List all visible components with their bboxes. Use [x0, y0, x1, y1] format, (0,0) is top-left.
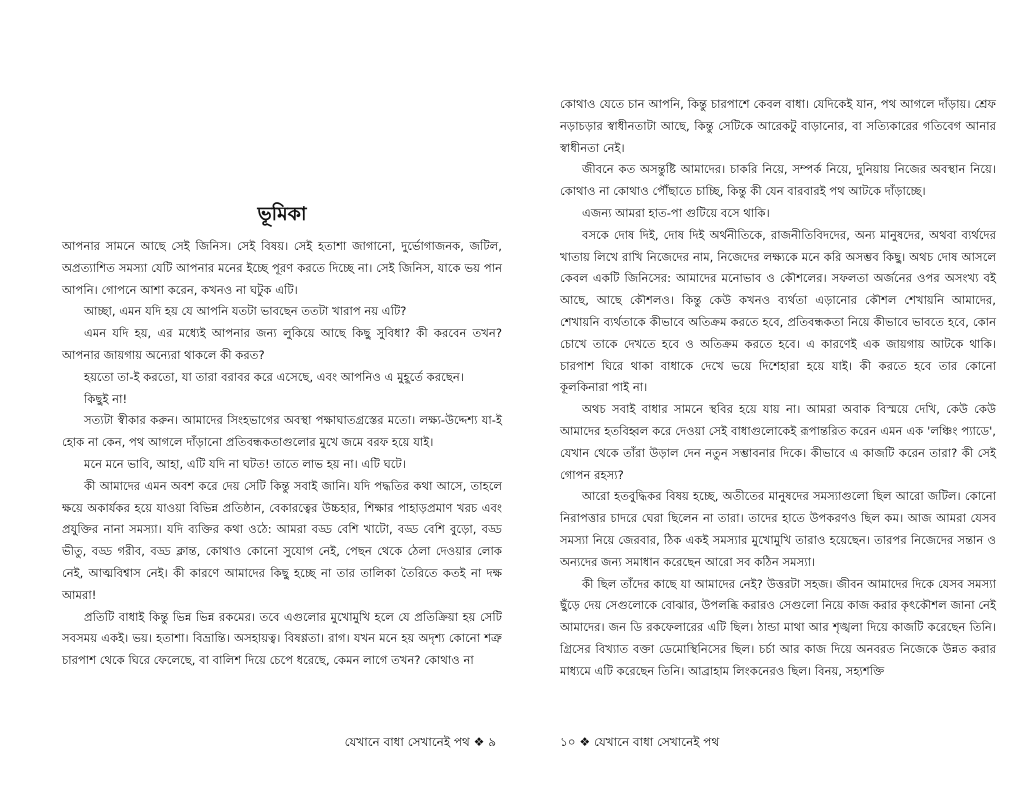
paragraph: বসকে দোষ দিই, দোষ দিই অর্থনীতিকে, রাজনীতিবিদদের, অন্য মানুষদের, অথবা ব্যর্থদের খাতায় লিখে রাখি নিজেদের নাম, নিজেদের লক্ষ্যকে মনে করি অসম্ভব কিছু। অথচ দোষ আসলে কেবল একটি জিনিসের: আমাদের মনোভাব ও কৌশলের। সফলতা অর্জনের ওপর অসংখ্য বই আছে, আছে কৌশলও। কিন্তু কেউ কখনও ব্যর্থতা এড়ানোর কৌশল শেখায়নি আমাদের, শেখায়নি ব্যর্থতাকে কীভাবে অতিক্রম করতে হবে, প্রতিবন্ধকতা নিয়ে কীভাবে ভাবতে হবে, কোন চোখে তাকে দেখতে হবে ও অতিক্রম করতে হবে। এ কারণেই এক জায়গায় আটকে থাকি। চারপাশ ঘিরে থাকা বাধাকে দেখে ভয়ে দিশেহারা হয়ে যাই। কী করতে হবে তার কোনো কূলকিনারা পাই না।	[560, 227, 996, 395]
paragraph: কী আমাদের এমন অবশ করে দেয় সেটি কিন্তু সবাই জানি। যদি পদ্ধতির কথা আসে, তাহলে ক্ষয়ে অকার্যকর হয়ে যাওয়া বিভিন্ন প্রতিষ্ঠান, বেকারত্বের উচ্চহার, শিক্ষার পাহাড়প্রমাণ খরচ এবং প্রযুক্তির নানা সমস্যা। যদি ব্যক্তির কথা ওঠে: আমরা বড্ড বেশি খাটো, বড্ড বেশি বুড়ো, বড্ড ভীতু, বড্ড গরীব, বড্ড ক্লান্ত, কোথাও কোনো সুযোগ নেই, পেছন থেকে ঠেলা দেওয়ার লোক নেই, আত্মবিশ্বাস নেই। কী কারণে আমাদের কিছু হচ্ছে না তার তালিকা তৈরিতে কতই না দক্ষ আমরা!	[62, 478, 502, 602]
left-page	[62, 0, 502, 791]
paragraph: আরো হতবুদ্ধিকর বিষয় হচ্ছে, অতীতের মানুষদের সমস্যাগুলো ছিল আরো জটিল। কোনো নিরাপত্তার চাদরে ঘেরা ছিলেন না তারা। তাদের হাতে উপকরণও ছিল কম। আজ আমরা যেসব সমস্যা নিয়ে জেরবার, ঠিক একই সমস্যার মুখোমুখি তারাও হয়েছেন। তারপর নিজেদের সন্তান ও অন্যদের জন্য সমাধান করেছেন আরো সব কঠিন সমস্যা।	[560, 489, 996, 569]
paragraph: প্রতিটি বাধাই কিন্তু ভিন্ন ভিন্ন রকমের। তবে এগুলোর মুখোমুখি হলে যে প্রতিক্রিয়া হয় সেটি সবসময় একই। ভয়। হতাশা। বিভ্রান্তি। অসহায়ত্ব। বিষণ্ণতা। রাগ। যখন মনে হয় অদৃশ্য কোনো শত্রু চারপাশ থেকে ঘিরে ফেলেছে, বা বালিশ দিয়ে চেপে ধরেছে, কেমন লাগে তখন? কোথাও না	[62, 609, 502, 668]
paragraph: কী ছিল তাঁদের কাছে যা আমাদের নেই? উত্তরটা সহজ। জীবন আমাদের দিকে যেসব সমস্যা ছুঁড়ে দেয় সেগুলোকে বোঝার, উপলব্ধি করারও সেগুলো নিয়ে কাজ করার কৃৎকৌশল জানা নেই আমাদের। জন ডি রকফেলারের এটি ছিল। ঠান্ডা মাথা আর শৃঙ্খলা দিয়ে কাজটি করেছেন তিনি। গ্রিসের বিখ্যাত বক্তা ডেমোস্থিনিসের ছিল। চর্চা আর কাজ দিয়ে অনবরত নিজেকে উন্নত করার মাধ্যমে এটি করেছেন তিনি। আব্রাহাম লিংকনেরও ছিল। বিনয়, সহ্যশক্তি	[560, 576, 996, 678]
paragraph: এমন যদি হয়, এর মধ্যেই আপনার জন্য লুকিয়ে আছে কিছু সুবিধা? কী করবেন তখন? আপনার জায়গায় অন্যেরা থাকলে কী করত?	[62, 326, 502, 362]
paragraph: আপনার সামনে আছে সেই জিনিস। সেই বিষয়। সেই হতাশা জাগানো, দুর্ভোগাজনক, জটিল, অপ্রত্যাশিত সমস্যা যেটি আপনার মনের ইচ্ছে পূরণ করতে দিচ্ছে না। সেই জিনিস, যাকে ভয় পান আপনি। গোপনে আশা করেন, কখনও না ঘটুক এটি।	[62, 239, 502, 297]
right-page-body	[560, 94, 996, 683]
page-footer: ১০ ❖ যেখানে বাধা সেখানেই পথ	[560, 735, 720, 749]
paragraph: কিছুই না!	[84, 391, 128, 406]
paragraph: হয়তো তা-ই করতো, যা তারা বরাবর করে এসেছে, এবং আপনিও এ মুহূর্তে করছেন।	[84, 369, 464, 384]
paragraph: অথচ সবাই বাধার সামনে স্থবির হয়ে যায় না। আমরা অবাক বিস্ময়ে দেখি, কেউ কেউ আমাদের হতবিহ্বল করে দেওয়া সেই বাধাগুলোকেই রূপান্তরিত করেন এমন এক 'লঞ্চিং প্যাডে', যেখান থেকে তাঁরা উড়াল দেন নতুন সম্ভাবনার দিকে। কীভাবে এ কাজটি করেন তারা? কী সেই গোপন রহস্য?	[560, 402, 996, 482]
paragraph: জীবনে কত অসন্তুষ্টি আমাদের। চাকরি নিয়ে, সম্পর্ক নিয়ে, দুনিয়ায় নিজের অবস্থান নিয়ে। কোথাও না কোথাও পৌঁছাতে চাচ্ছি, কিন্তু কী যেন বারবারই পথ আটকে দাঁড়াচ্ছে।	[560, 162, 996, 199]
paragraph: সত্যটা স্বীকার করুন। আমাদের সিংহভাগের অবস্থা পক্ষাঘাতগ্রস্তের মতো। লক্ষ্য-উদ্দেশ্য যা-ই হোক না কেন, পথ আগলে দাঁড়ানো প্রতিবন্ধকতাগুলোর মুখে জমে বরফ হয়ে যাই।	[62, 413, 502, 450]
paragraph: এজন্য আমরা হাত-পা গুটিয়ে বসে থাকি।	[582, 205, 770, 220]
right-page	[560, 0, 996, 791]
paragraph: আচ্ছা, এমন যদি হয় যে আপনি যতটা ভাবছেন ততটা খারাপ নয় এটি?	[84, 304, 407, 319]
page-footer: যেখানে বাধা সেখানেই পথ ❖ ৯	[344, 735, 496, 749]
left-page-body	[62, 236, 502, 672]
chapter-title: ভূমিকা	[257, 203, 307, 225]
paragraph: কোথাও যেতে চান আপনি, কিন্তু চারপাশে কেবল বাধা। যেদিকেই যান, পথ আগলে দাঁড়ায়। শ্রেফ নড়াচড়ার স্বাধীনতাটা আছে, কিন্তু সেটিকে আরেকটু বাড়ানোর, বা সত্যিকারের গতিবেগ আনার স্বাধীনতা নেই।	[560, 97, 996, 155]
paragraph: মনে মনে ভাবি, আহা, এটি যদি না ঘটত! তাতে লাভ হয় না। এটি ঘটে।	[84, 456, 406, 471]
